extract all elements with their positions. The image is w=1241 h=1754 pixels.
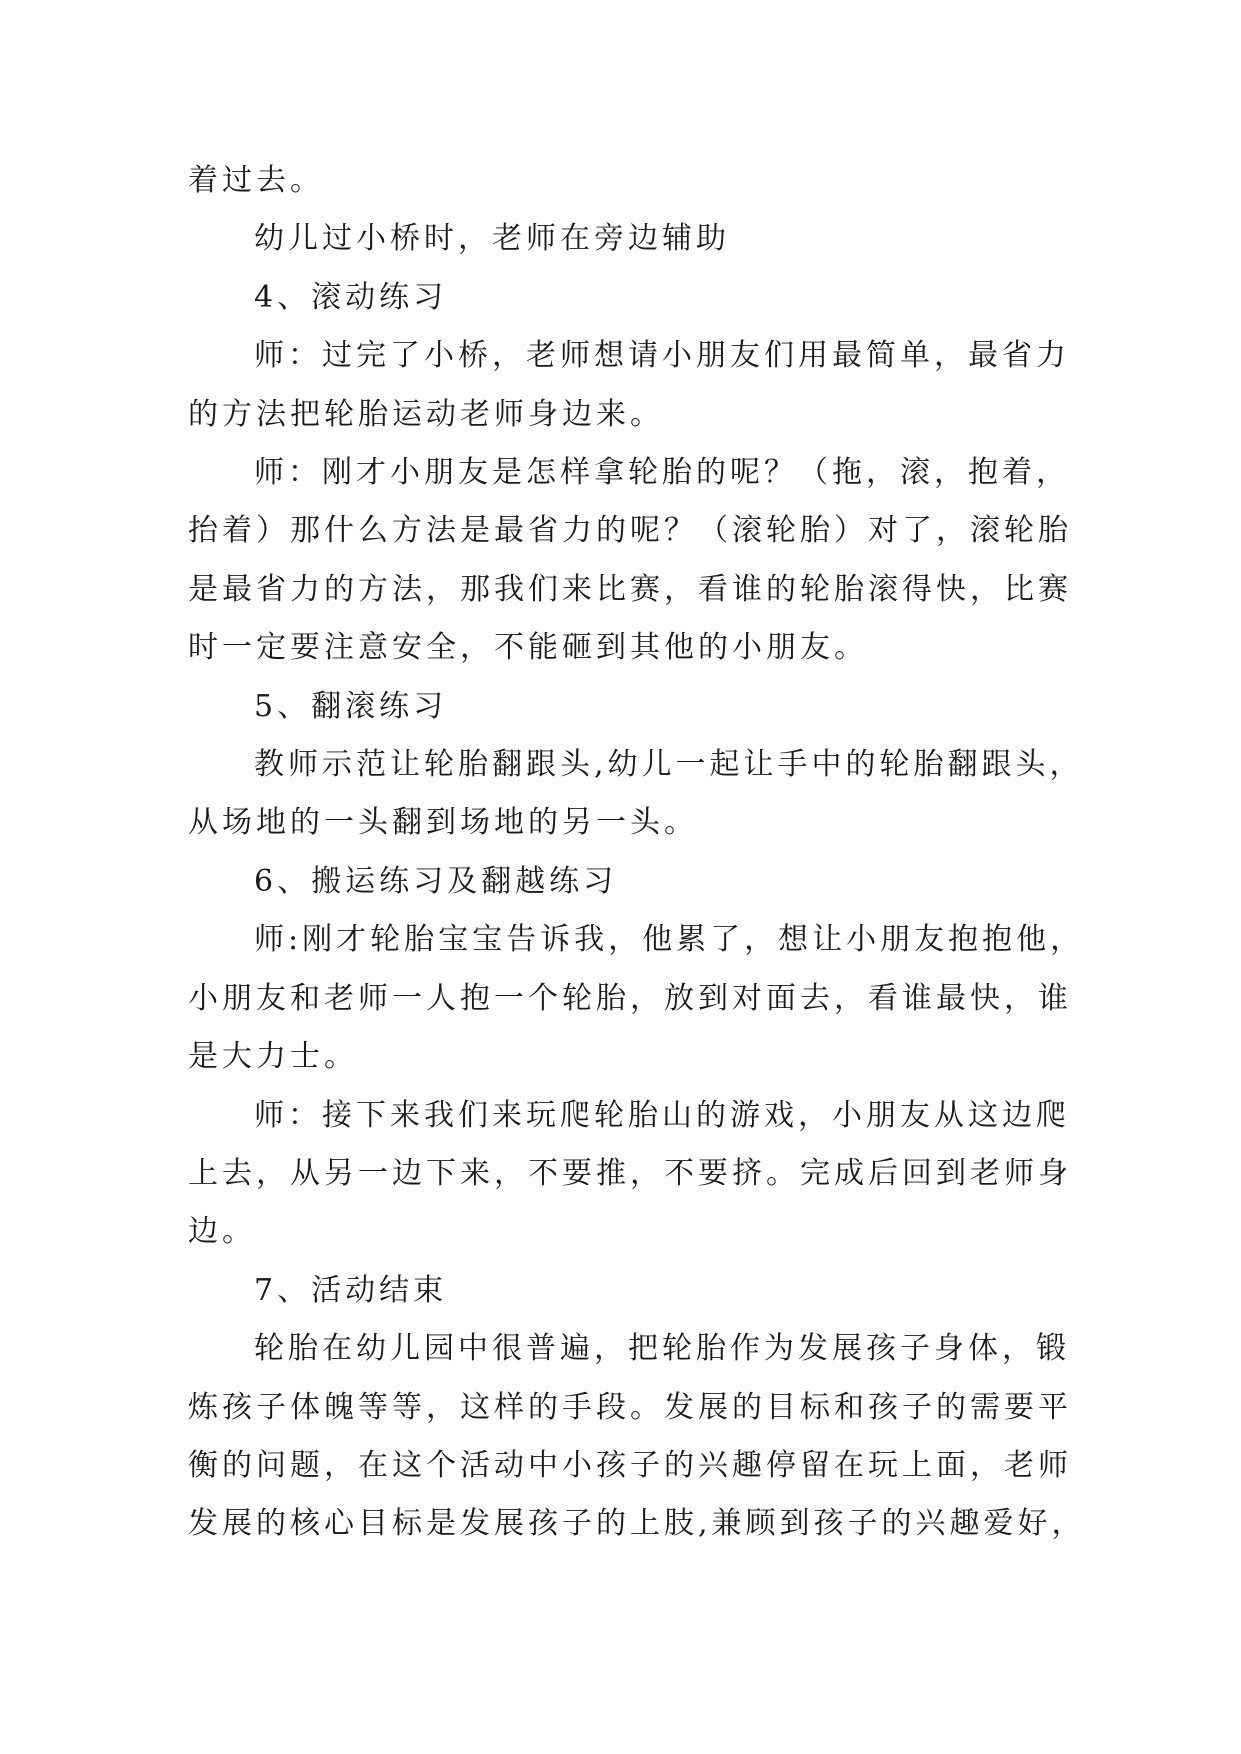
text-line: 是大力士。 (188, 1039, 358, 1075)
text-line: 炼孩子体魄等等，这样的手段。发展的目标和孩子的需要平 (188, 1389, 1072, 1425)
text-line: 抬着）那什么方法是最省力的呢？（滚轮胎）对了，滚轮胎 (188, 513, 1072, 549)
text-line: 6、搬运练习及翻越练习 (254, 863, 618, 899)
text-line: 着过去。 (188, 163, 324, 198)
text-line: 5、翻滚练习 (254, 688, 448, 724)
text-line: 边。 (188, 1214, 256, 1250)
document-body (188, 152, 1086, 1554)
text-line: 4、滚动练习 (254, 279, 448, 315)
text-line: 小朋友和老师一人抱一个轮胎，放到对面去，看谁最快，谁 (188, 980, 1072, 1016)
text-line: 幼儿过小桥时，老师在旁边辅助 (254, 221, 730, 257)
text-line: 时一定要注意安全，不能砸到其他的小朋友。 (188, 630, 868, 666)
text-line: 师：过完了小桥，老师想请小朋友们用最简单，最省力 (254, 338, 1070, 374)
text-line: 师：接下来我们来玩爬轮胎山的游戏，小朋友从这边爬 (254, 1097, 1070, 1133)
text-line: 上去，从另一边下来，不要推，不要挤。完成后回到老师身 (188, 1155, 1072, 1191)
text-line: 轮胎在幼儿园中很普遍，把轮胎作为发展孩子身体，锻 (254, 1331, 1070, 1367)
text-line: 是最省力的方法，那我们来比赛，看谁的轮胎滚得快，比赛 (188, 571, 1072, 607)
text-line: 衡的问题，在这个活动中小孩子的兴趣停留在玩上面，老师 (188, 1447, 1072, 1483)
text-line: 师：刚才小朋友是怎样拿轮胎的呢？（拖，滚，抱着， (254, 455, 1070, 491)
text-line: 教师示范让轮胎翻跟头,幼儿一起让手中的轮胎翻跟头， (254, 747, 1084, 783)
text-line: 7、活动结束 (254, 1272, 448, 1308)
text-line: 从场地的一头翻到场地的另一头。 (188, 805, 698, 841)
text-line: 的方法把轮胎运动老师身边来。 (188, 396, 664, 432)
text-line: 发展的核心目标是发展孩子的上肢,兼顾到孩子的兴趣爱好， (188, 1506, 1086, 1542)
text-line: 师:刚才轮胎宝宝告诉我，他累了，想让小朋友抱抱他， (254, 922, 1085, 958)
